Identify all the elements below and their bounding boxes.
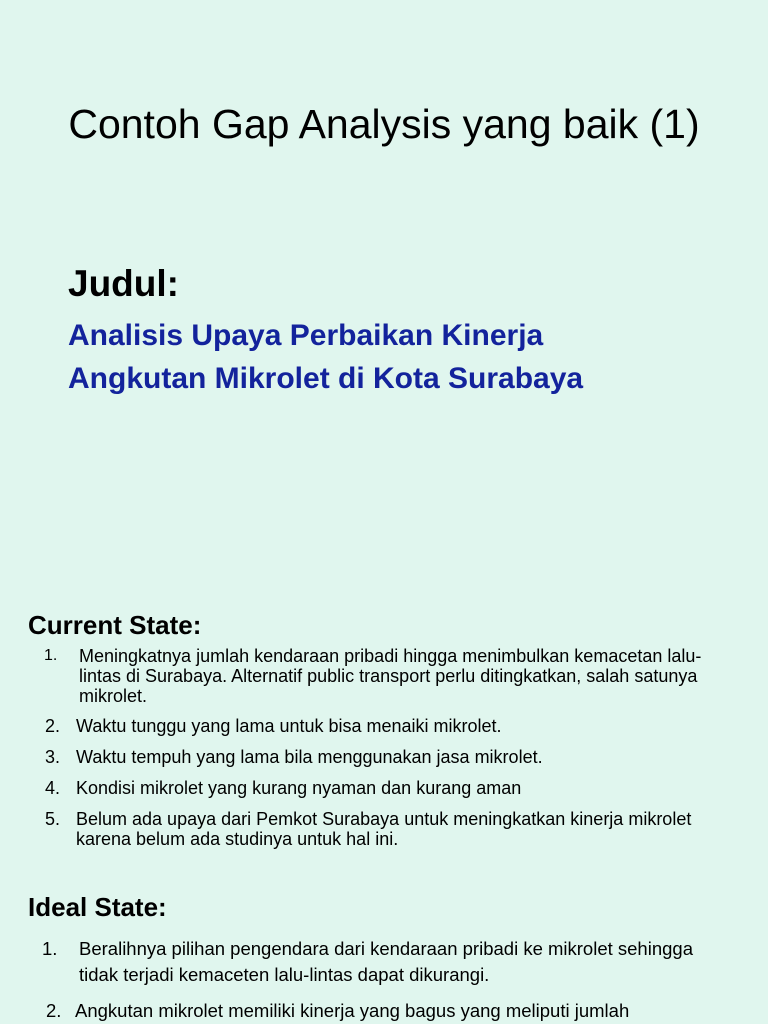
list-item-text: Belum ada upaya dari Pemkot Surabaya untuk meningkatkan kinerja mikrolet karena belum ada studinya untuk hal ini. [76,809,692,849]
list-item-text: Kondisi mikrolet yang kurang nyaman dan kurang aman [76,778,522,798]
list-item-text: Waktu tempuh yang lama bila menggunakan jasa mikrolet. [76,747,543,767]
list-item-text: Angkutan mikrolet memiliki kinerja yang bagus yang meliputi jumlah [75,1000,630,1021]
list-item-number: 4. [45,778,61,798]
list-item-number: 1. [42,938,58,959]
judul-text [68,314,748,400]
list-item-number: 2. [45,716,61,736]
judul-line-1: Analisis Upaya Perbaikan Kinerja [68,319,544,352]
current-state-heading: Current State: [28,610,202,640]
list-item-number: 2. [46,1000,62,1021]
judul-label: Judul: [68,263,179,304]
list-item-number: 5. [45,809,61,829]
list-item-number: 3. [45,747,61,767]
list-item-text: Beralihnya pilihan pengendara dari kendaraan pribadi ke mikrolet sehingga tidak terjadi kemaceten lalu-lintas dapat dikurangi. [79,938,693,985]
list-item-text: Waktu tunggu yang lama untuk bisa menaiki mikrolet. [76,716,502,736]
judul-line-2: Angkutan Mikrolet di Kota Surabaya [68,362,584,395]
list-item-text: Meningkatnya jumlah kendaraan pribadi hingga menimbulkan kemacetan lalu-lintas di Surabaya. Alternatif public transport perlu ditingkatkan, salah satunya mikrolet. [79,646,702,706]
slide-title: Contoh Gap Analysis yang baik (1) [68,101,700,147]
list-item-number: 1. [44,647,58,664]
ideal-state-heading: Ideal State: [28,892,167,922]
